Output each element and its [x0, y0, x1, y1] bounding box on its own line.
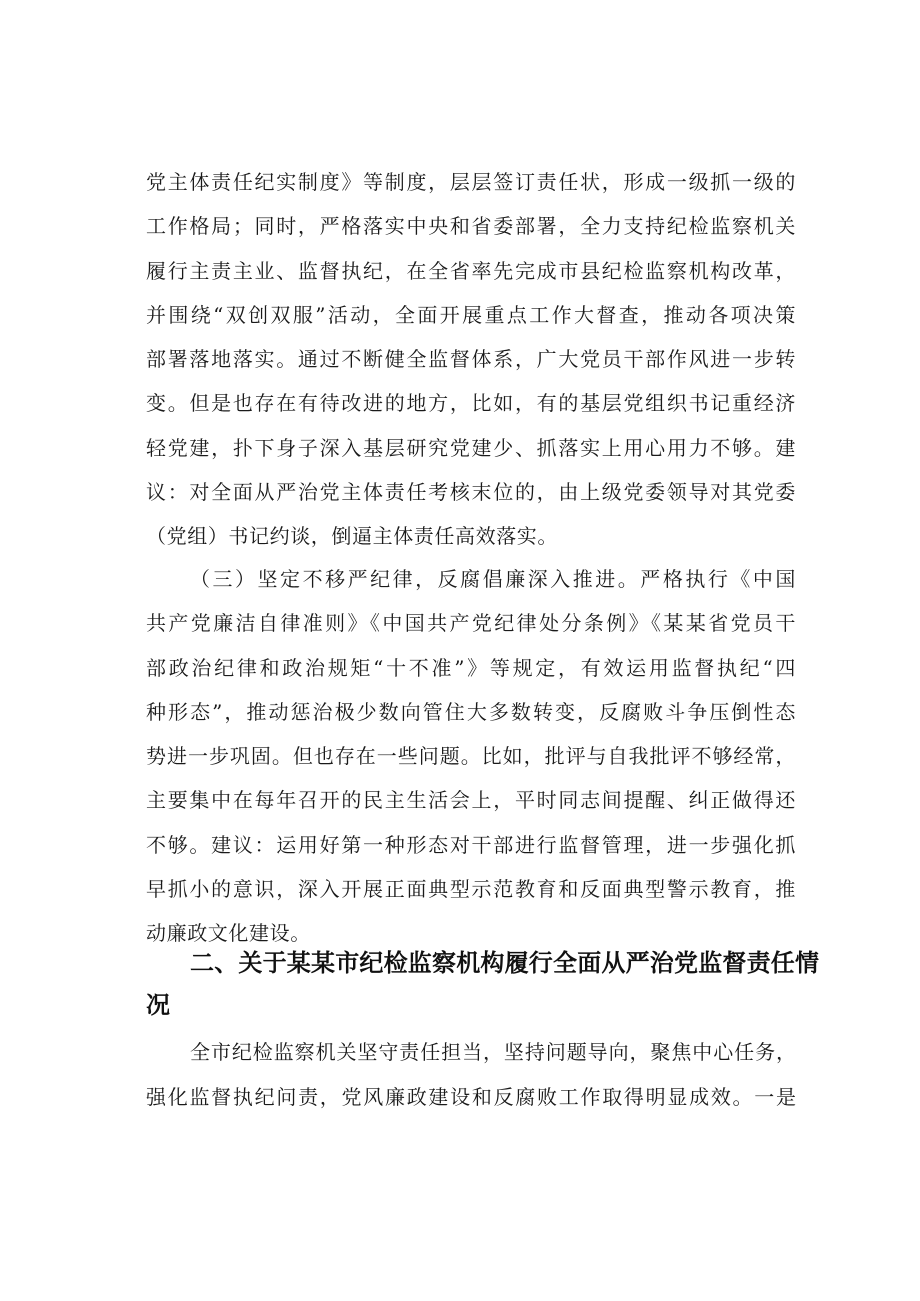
- text-line: 变。但是也存在有待改进的地方，比如，有的基层党组织书记重经济: [146, 391, 796, 416]
- text-line: 共产党廉洁自律准则》《中国共产党纪律处分条例》《某某省党员干: [146, 611, 796, 636]
- text-line: 履行主责主业、监督执纪，在全省率先完成市县纪检监察机构改革，: [146, 258, 796, 283]
- body-paragraph: [146, 1030, 796, 1120]
- text-line: 动廉政文化建设。: [146, 921, 311, 946]
- text-line: 全市纪检监察机关坚守责任担当，坚持问题导向，聚焦中心任务，: [190, 1040, 796, 1064]
- text-line: 部政治纪律和政治规矩“十不准”》等规定，有效运用监督执纪“四: [146, 655, 796, 680]
- text-line: 早抓小的意识，深入开展正面典型示范教育和反面典型警示教育，推: [146, 877, 796, 902]
- text-line: 不够。建议：运用好第一种形态对干部进行监督管理，进一步强化抓: [146, 832, 796, 857]
- heading-line: 况: [146, 991, 171, 1019]
- text-line: 工作格局；同时，严格落实中央和省委部署，全力支持纪检监察机关: [146, 214, 796, 239]
- text-line: 种形态”，推动惩治极少数向管住大多数转变，反腐败斗争压倒性态: [146, 699, 796, 724]
- text-line: 强化监督执纪问责，党风廉政建设和反腐败工作取得明显成效。一是: [146, 1085, 796, 1109]
- body-paragraph: [146, 160, 796, 559]
- text-line: （党组）书记约谈，倒逼主体责任高效落实。: [146, 524, 558, 549]
- text-line: 部署落地落实。通过不断健全监督体系，广大党员干部作风进一步转: [146, 347, 796, 372]
- text-line: 轻党建，扑下身子深入基层研究党建少、抓落实上用心用力不够。建: [146, 435, 796, 460]
- text-line: 主要集中在每年召开的民主生活会上，平时同志间提醒、纠正做得还: [146, 788, 796, 813]
- text-line: （三）坚定不移严纪律，反腐倡廉深入推进。严格执行《中国: [190, 567, 796, 591]
- text-line: 势进一步巩固。但也存在一些问题。比如，批评与自我批评不够经常，: [146, 744, 796, 769]
- text-line: 议：对全面从严治党主体责任考核末位的，由上级党委领导对其党委: [146, 480, 796, 505]
- section-heading: [146, 942, 820, 1026]
- body-paragraph: [146, 557, 796, 956]
- text-line: 并围绕“双创双服”活动，全面开展重点工作大督查，推动各项决策: [146, 302, 796, 327]
- text-line: 党主体责任纪实制度》等制度，层层签订责任状，形成一级抓一级的: [146, 170, 796, 194]
- heading-line: 二、关于某某市纪检监察机构履行全面从严治党监督责任情: [190, 949, 820, 977]
